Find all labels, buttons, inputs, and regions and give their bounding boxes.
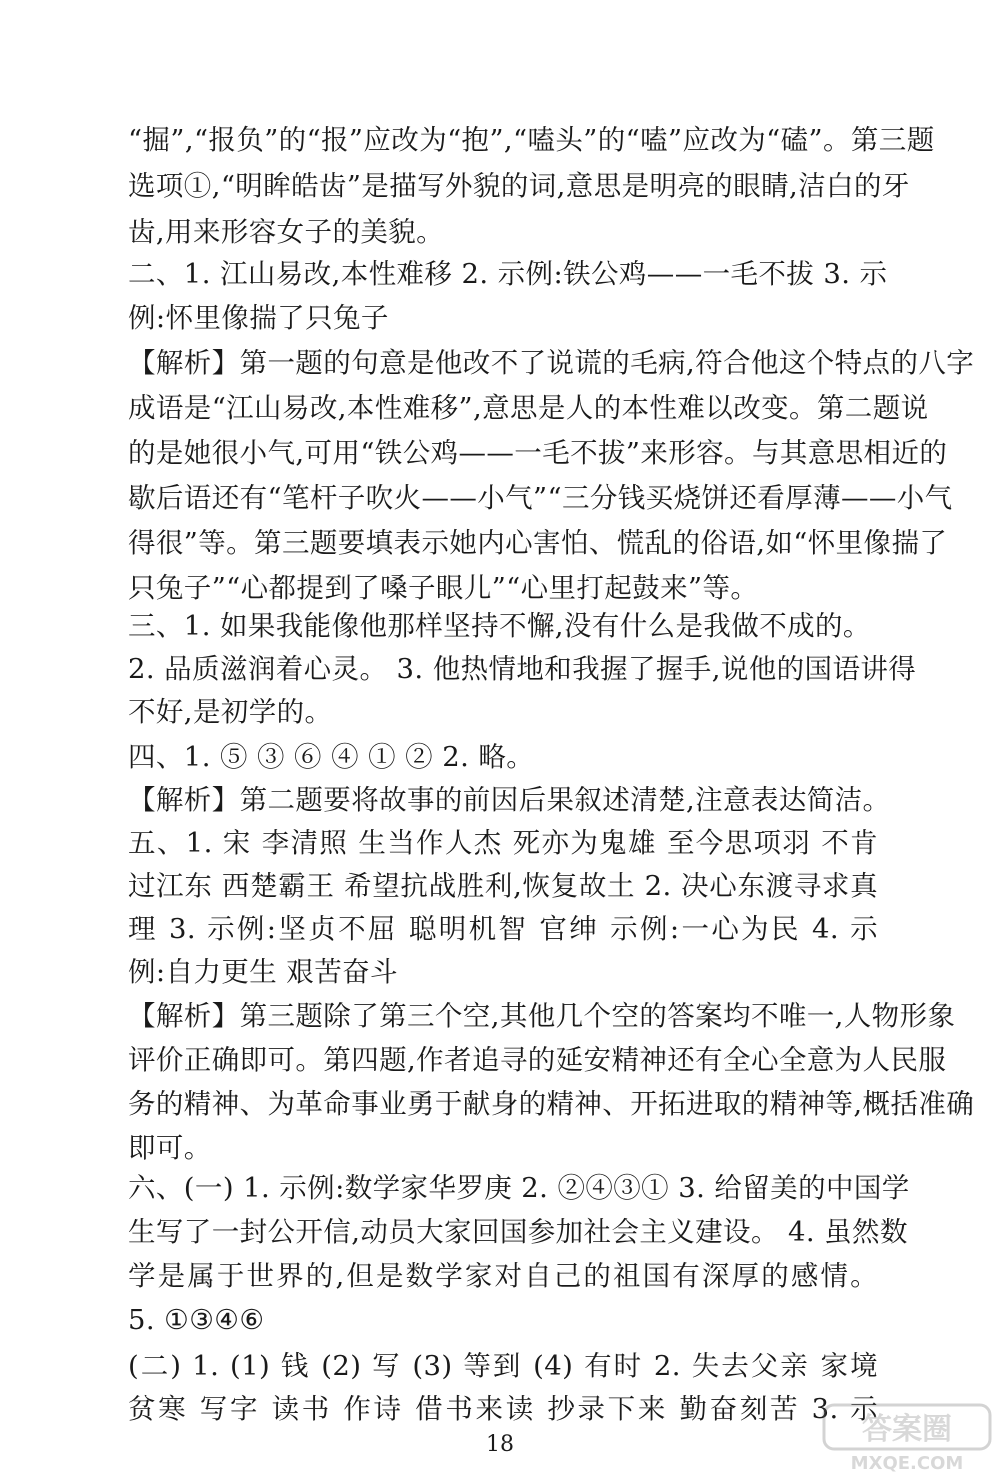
text-line: 过江东 西楚霸王 希望抗战胜利,恢复故土 2. 决心东渡寻求真 — [128, 870, 878, 902]
text-line: 不好,是初学的。 — [128, 696, 333, 728]
text-line: 例:怀里像揣了只兔子 — [128, 302, 389, 334]
text-line: 例:自力更生 艰苦奋斗 — [128, 956, 398, 988]
text-line: 务的精神、为革命事业勇于献身的精神、开拓进取的精神等,概括准确 — [128, 1088, 975, 1120]
text-line: 三、1. 如果我能像他那样坚持不懈,没有什么是我做不成的。 — [128, 610, 871, 642]
text-line: 选项①,“明眸皓齿”是描写外貌的词,意思是明亮的眼睛,洁白的牙 — [128, 170, 910, 202]
text-line: 理 3. 示例:坚贞不屈 聪明机智 官绅 示例:一心为民 4. 示 — [128, 913, 878, 945]
text-line: 生写了一封公开信,动员大家回国参加社会主义建设。 4. 虽然数 — [128, 1216, 908, 1248]
text-line: “掘”,“报负”的“报”应改为“抱”,“嗑头”的“嗑”应改为“磕”。第三题 — [128, 124, 935, 156]
text-line: 六、(一) 1. 示例:数学家华罗庚 2. ②④③① 3. 给留美的中国学 — [128, 1172, 910, 1204]
text-line: 贫寒 写字 读书 作诗 借书来读 抄录下来 勤奋刻苦 3. 示 — [128, 1393, 878, 1425]
text-line: 成语是“江山易改,本性难移”,意思是人的本性难以改变。第二题说 — [128, 392, 929, 424]
text-line: 5. ①③④⑥ — [128, 1304, 265, 1336]
text-line: 2. 品质滋润着心灵。 3. 他热情地和我握了握手,说他的国语讲得 — [128, 653, 917, 685]
text-line: (二) 1. (1) 钱 (2) 写 (3) 等到 (4) 有时 2. 失去父亲 家境 — [128, 1350, 878, 1382]
text-line: 评价正确即可。第四题,作者追寻的延安精神还有全心全意为人民服 — [128, 1044, 947, 1076]
text-line: 四、1. ⑤ ③ ⑥ ④ ① ② 2. 略。 — [128, 741, 535, 773]
text-line: 的是她很小气,可用“铁公鸡——一毛不拔”来形容。与其意思相近的 — [128, 437, 948, 469]
watermark-logo-text: 答案圈 — [862, 1412, 952, 1447]
text-line: 五、1. 宋 李清照 生当作人杰 死亦为鬼雄 至今思项羽 不肯 — [128, 827, 878, 859]
text-line: 即可。 — [128, 1132, 212, 1164]
watermark-url: MXQE.COM — [850, 1453, 964, 1474]
text-line: 得很”等。第三题要填表示她内心害怕、慌乱的俗语,如“怀里像揣了 — [128, 527, 948, 559]
analysis-line: 【解析】第二题要将故事的前因后果叙述清楚,注意表达简洁。 — [128, 784, 891, 816]
text-line: 齿,用来形容女子的美貌。 — [128, 216, 445, 248]
text-line: 歇后语还有“笔杆子吹火——小气”“三分钱买烧饼还看厚薄——小气 — [128, 482, 953, 514]
text-line: 二、1. 江山易改,本性难移 2. 示例:铁公鸡——一毛不拔 3. 示 — [128, 258, 888, 290]
text-line: 只兔子”“心都提到了嗓子眼儿”“心里打起鼓来”等。 — [128, 572, 759, 604]
page-number: 18 — [486, 1432, 514, 1457]
analysis-line: 【解析】第一题的句意是他改不了说谎的毛病,符合他这个特点的八字 — [128, 347, 975, 379]
analysis-line: 【解析】第三题除了第三个空,其他几个空的答案均不唯一,人物形象 — [128, 1000, 956, 1032]
text-line: 学是属于世界的,但是数学家对自己的祖国有深厚的感情。 — [128, 1260, 878, 1292]
